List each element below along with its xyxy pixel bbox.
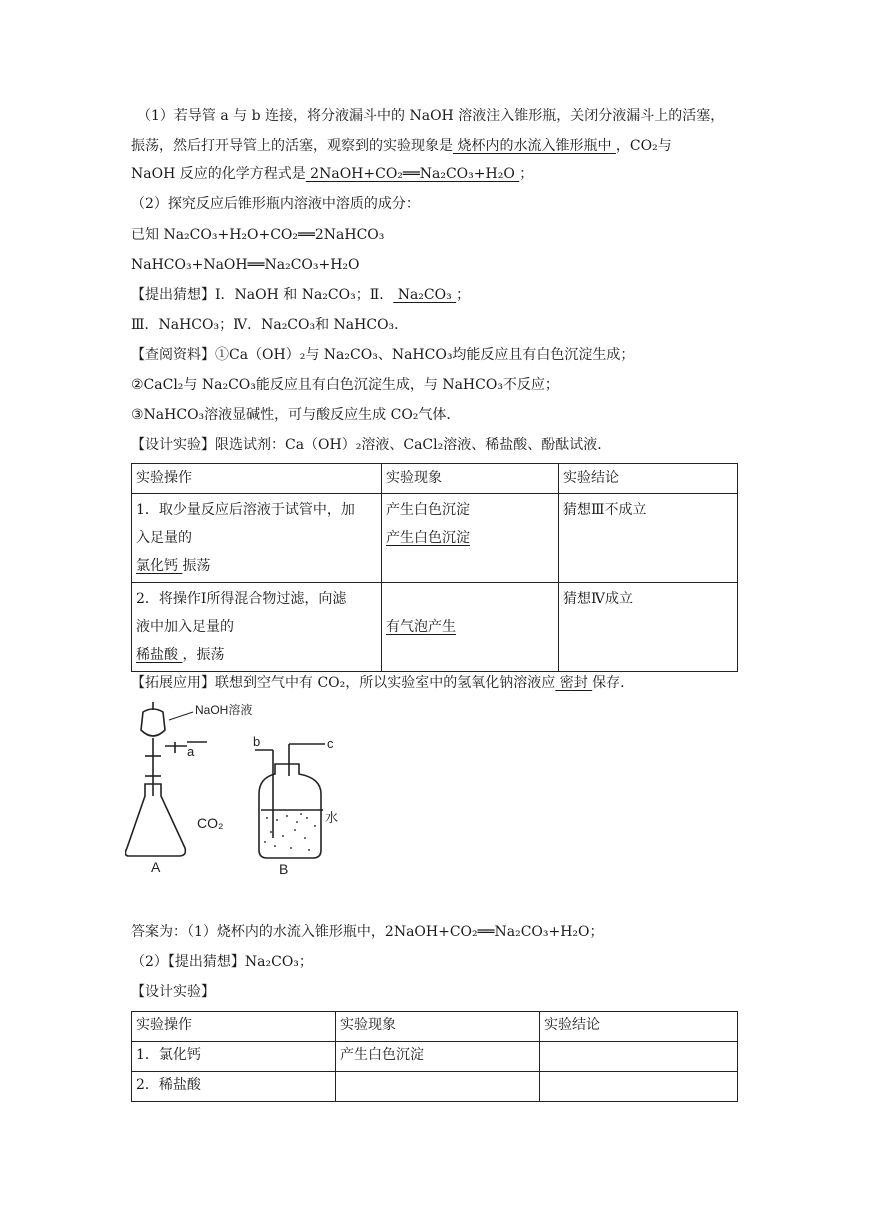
row2-op-answer: 稀盐酸 [136,647,183,663]
row2-ph-answer: 有气泡产生 [386,619,456,635]
row2-op-line3 [136,641,377,669]
separatory-funnel [141,709,165,736]
q1-line3-text: NaOH 反应的化学方程式是 [131,166,306,182]
water-dots [264,813,316,851]
label-naoh: NaOH溶液 [195,703,253,717]
label-water: 水 [325,810,339,825]
label-b: b [253,734,261,749]
experiment-table [131,463,738,672]
q1-line3-end: ； [519,166,534,182]
q1-answer-phenomenon: 烧杯内的水流入锥形瓶中 [453,138,616,154]
conical-flask [125,784,185,856]
label-B: B [279,861,289,877]
table2-r1-operation: 1．氯化钙 [132,1042,336,1072]
table1-header-operation: 实验操作 [132,464,382,494]
table1-row1-phenomenon [382,494,559,583]
table1-row2-phenomenon [382,583,559,672]
hypothesis-answer: Na₂CO₃ [393,287,457,303]
table2-r2-operation: 2．稀盐酸 [132,1072,336,1102]
hypothesis-line1 [131,285,470,305]
row1-op-line2: 入足量的 [136,530,192,546]
answer-line3: 【设计实验】 [131,984,215,1000]
row1-op-line1: 1．取少量反应后溶液于试管中，加 [136,502,355,518]
q1-line2-text: 振荡，然后打开导管上的活塞，观察到的实验现象是 [131,138,453,154]
table2-r1-conclusion [540,1042,738,1072]
table2-r2-phenomenon [336,1072,540,1102]
table1-row1-operation [132,494,382,583]
extension-answer: 密封 [555,675,593,691]
label-co2: CO₂ [197,815,224,831]
row2-op-line2: 液中加入足量的 [136,619,234,635]
info-line2: ②CaCl₂与 Na₂CO₃能反应且有白色沉淀生成，与 NaHCO₃不反应； [131,377,559,393]
table1-row2-operation [132,583,382,672]
info-line1: 【查阅资料】①Ca（OH）₂与 Na₂CO₃、NaHCO₃均能反应且有白色沉淀生成； [131,347,635,363]
table2-header-phenomenon: 实验现象 [336,1012,540,1042]
label-c: c [327,736,334,751]
apparatus-figure [125,698,350,878]
row1-op-line3 [136,552,377,580]
design-line: 【设计实验】限选试剂：Ca（OH）₂溶液、CaCl₂溶液、稀盐酸、酚酞试液． [131,437,612,453]
hypothesis-end: ； [456,287,471,303]
extension-end: 保存. [592,675,625,691]
table2-header-operation: 实验操作 [132,1012,336,1042]
table2-r1-phenomenon: 产生白色沉淀 [336,1042,540,1072]
answer-table [131,1011,738,1102]
table1-header-conclusion: 实验结论 [559,464,738,494]
row1-ph-line1: 产生白色沉淀 [386,502,470,518]
known-eq2: NaHCO₃+NaOH══Na₂CO₃+H₂O [131,257,360,273]
row1-op-end: 振荡 [182,558,211,574]
row2-op-line1: 2．将操作Ⅰ所得混合物过滤，向滤 [136,591,347,607]
extension-line [131,673,625,693]
q1-line2-end: ，CO₂与 [615,138,672,154]
table1-row1-conclusion: 猜想Ⅲ不成立 [559,494,738,583]
q2-title: （2）探究反应后锥形瓶内溶液中溶质的成分： [131,196,420,212]
answer-line2: （2）【提出猜想】Na₂CO₃； [131,954,313,970]
info-line3: ③NaHCO₃溶液显碱性，可与酸反应生成 CO₂气体． [131,407,461,423]
hypothesis-text: 【提出猜想】Ⅰ．NaOH 和 Na₂CO₃；Ⅱ． [131,287,394,303]
row1-ph-answer: 产生白色沉淀 [386,530,470,546]
label-a: a [187,744,195,759]
hypothesis-line2: Ⅲ．NaHCO₃；Ⅳ．Na₂CO₃和 NaHCO₃． [131,317,409,333]
q1-line1: （1）若导管 a 与 b 连接，将分液漏斗中的 NaOH 溶液注入锥形瓶，关闭分液漏斗上的活塞， [137,108,725,124]
label-A: A [151,859,161,875]
q1-line2 [131,136,672,156]
q1-line3 [131,164,533,184]
table1-row2-conclusion: 猜想Ⅳ成立 [559,583,738,672]
gas-bottle [259,764,321,858]
extension-text: 【拓展应用】联想到空气中有 CO₂，所以实验室中的氢氧化钠溶液应 [131,675,556,691]
q1-answer-equation: 2NaOH+CO₂══Na₂CO₃+H₂O [305,166,520,182]
known-eq1: 已知 Na₂CO₃+H₂O+CO₂══2NaHCO₃ [131,227,385,243]
table1-header-phenomenon: 实验现象 [382,464,559,494]
answer-line1: 答案为：（1）烧杯内的水流入锥形瓶中，2NaOH+CO₂══Na₂CO₃+H₂O； [131,924,604,940]
table2-header-conclusion: 实验结论 [540,1012,738,1042]
row2-op-end: ，振荡 [182,647,225,663]
table2-r2-conclusion [540,1072,738,1102]
row1-op-answer: 氯化钙 [136,558,183,574]
